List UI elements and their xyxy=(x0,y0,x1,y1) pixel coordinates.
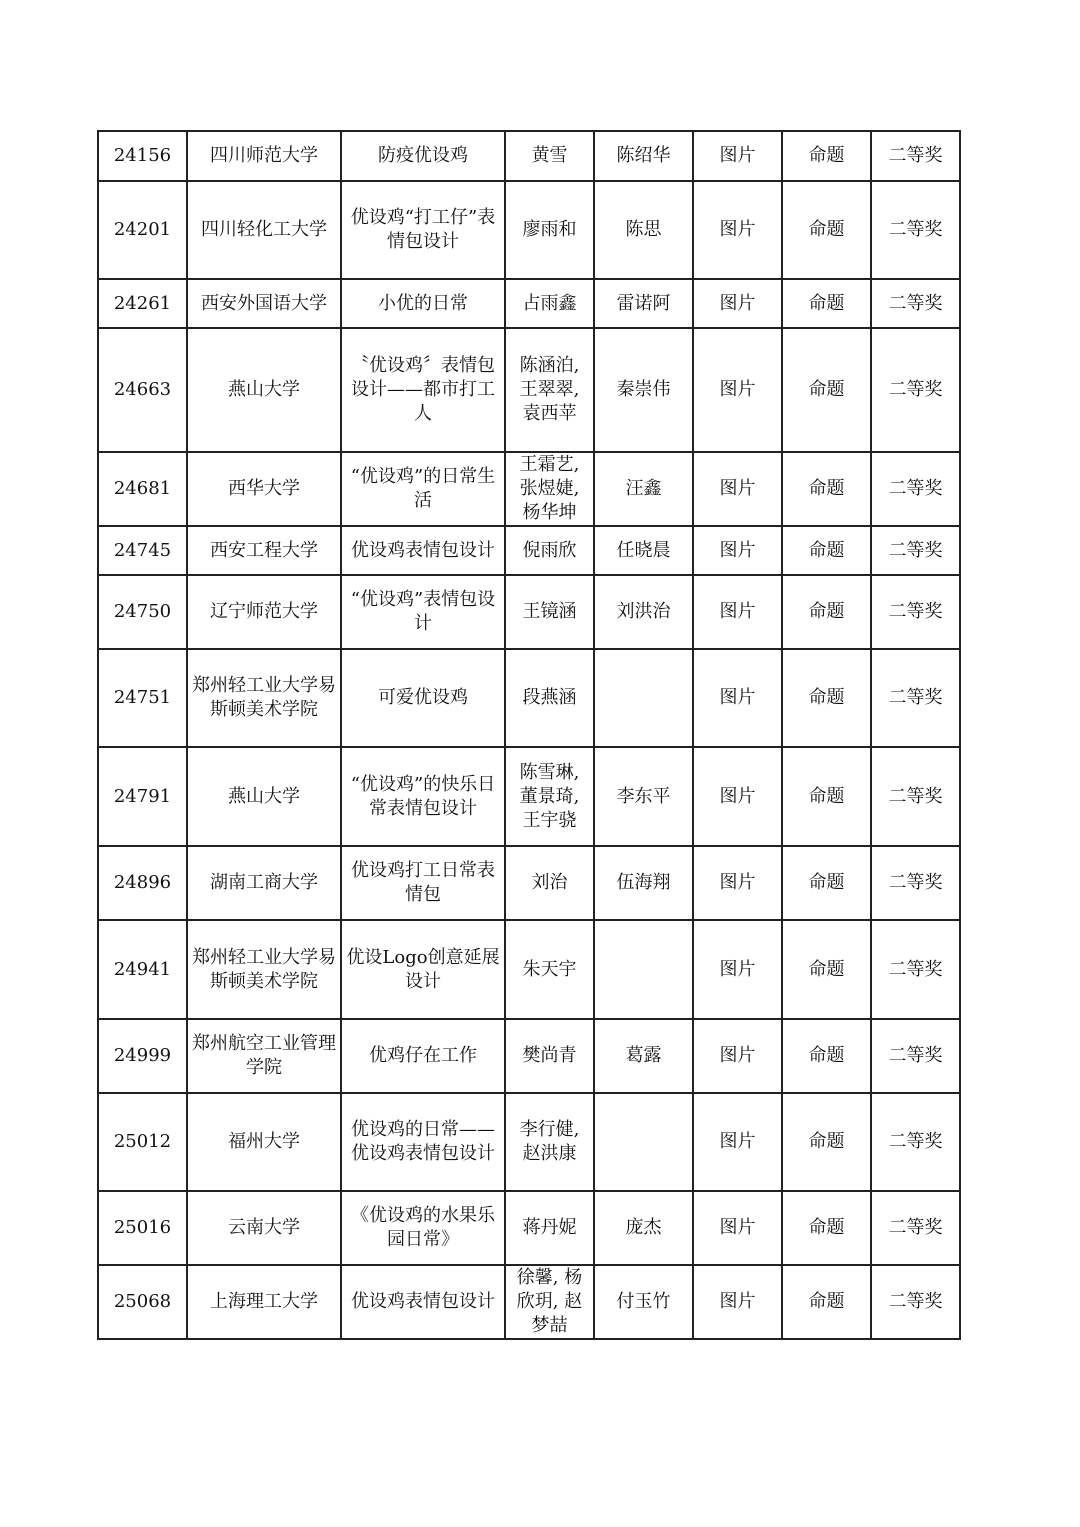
work-title-cell: 防疫优设鸡 xyxy=(341,131,505,181)
award-cell: 二等奖 xyxy=(871,846,960,920)
work-title-cell: “优设鸡”的快乐日常表情包设计 xyxy=(341,747,505,846)
advisor-cell: 伍海翔 xyxy=(594,846,693,920)
authors-cell: 占雨鑫 xyxy=(505,279,594,328)
award-cell: 二等奖 xyxy=(871,452,960,526)
entry-id-cell: 24750 xyxy=(98,575,187,649)
award-cell: 二等奖 xyxy=(871,131,960,181)
category-cell: 命题 xyxy=(782,1019,871,1093)
advisor-cell: 葛露 xyxy=(594,1019,693,1093)
advisor-cell xyxy=(594,1093,693,1191)
advisor-cell: 汪鑫 xyxy=(594,452,693,526)
authors-cell: 蒋丹妮 xyxy=(505,1191,594,1265)
entry-id-cell: 24999 xyxy=(98,1019,187,1093)
awards-table-body xyxy=(98,131,960,1339)
advisor-cell: 秦崇伟 xyxy=(594,328,693,452)
table-row xyxy=(98,747,960,846)
category-cell: 命题 xyxy=(782,131,871,181)
authors-cell: 李行健, 赵洪康 xyxy=(505,1093,594,1191)
entry-id-cell: 24261 xyxy=(98,279,187,328)
category-cell: 命题 xyxy=(782,279,871,328)
entry-id-cell: 24896 xyxy=(98,846,187,920)
school-cell: 湖南工商大学 xyxy=(187,846,341,920)
work-title-cell: 优设鸡表情包设计 xyxy=(341,526,505,575)
work-title-cell: 优设鸡打工日常表情包 xyxy=(341,846,505,920)
advisor-cell: 陈绍华 xyxy=(594,131,693,181)
award-cell: 二等奖 xyxy=(871,1265,960,1339)
work-type-cell: 图片 xyxy=(693,452,782,526)
table-row xyxy=(98,846,960,920)
award-cell: 二等奖 xyxy=(871,181,960,279)
work-title-cell: 可爱优设鸡 xyxy=(341,649,505,747)
award-cell: 二等奖 xyxy=(871,920,960,1019)
work-title-cell: 优设鸡表情包设计 xyxy=(341,1265,505,1339)
work-type-cell: 图片 xyxy=(693,131,782,181)
authors-cell: 王镜涵 xyxy=(505,575,594,649)
advisor-cell: 付玉竹 xyxy=(594,1265,693,1339)
work-type-cell: 图片 xyxy=(693,328,782,452)
category-cell: 命题 xyxy=(782,575,871,649)
work-type-cell: 图片 xyxy=(693,1191,782,1265)
authors-cell: 樊尚青 xyxy=(505,1019,594,1093)
work-title-cell: “优设鸡”表情包设计 xyxy=(341,575,505,649)
table-row xyxy=(98,1019,960,1093)
entry-id-cell: 24791 xyxy=(98,747,187,846)
advisor-cell: 庞杰 xyxy=(594,1191,693,1265)
authors-cell: 王霜艺, 张煜婕, 杨华坤 xyxy=(505,452,594,526)
table-row xyxy=(98,920,960,1019)
entry-id-cell: 25016 xyxy=(98,1191,187,1265)
award-cell: 二等奖 xyxy=(871,1093,960,1191)
entry-id-cell: 24745 xyxy=(98,526,187,575)
entry-id-cell: 24681 xyxy=(98,452,187,526)
table-row xyxy=(98,181,960,279)
work-title-cell: 小优的日常 xyxy=(341,279,505,328)
table-row xyxy=(98,649,960,747)
authors-cell: 陈雪琳, 董景琦, 王宇骁 xyxy=(505,747,594,846)
work-type-cell: 图片 xyxy=(693,1265,782,1339)
award-cell: 二等奖 xyxy=(871,328,960,452)
category-cell: 命题 xyxy=(782,920,871,1019)
advisor-cell: 李东平 xyxy=(594,747,693,846)
award-cell: 二等奖 xyxy=(871,1191,960,1265)
authors-cell: 朱天宇 xyxy=(505,920,594,1019)
work-title-cell: “优设鸡”的日常生活 xyxy=(341,452,505,526)
entry-id-cell: 25012 xyxy=(98,1093,187,1191)
awards-table xyxy=(97,130,961,1340)
work-type-cell: 图片 xyxy=(693,279,782,328)
advisor-cell xyxy=(594,649,693,747)
school-cell: 云南大学 xyxy=(187,1191,341,1265)
work-title-cell: 优设鸡的日常——优设鸡表情包设计 xyxy=(341,1093,505,1191)
category-cell: 命题 xyxy=(782,1093,871,1191)
authors-cell: 黄雪 xyxy=(505,131,594,181)
work-type-cell: 图片 xyxy=(693,575,782,649)
work-type-cell: 图片 xyxy=(693,181,782,279)
advisor-cell xyxy=(594,920,693,1019)
table-row xyxy=(98,131,960,181)
table-row xyxy=(98,328,960,452)
category-cell: 命题 xyxy=(782,846,871,920)
school-cell: 燕山大学 xyxy=(187,747,341,846)
award-cell: 二等奖 xyxy=(871,1019,960,1093)
category-cell: 命题 xyxy=(782,1191,871,1265)
entry-id-cell: 24156 xyxy=(98,131,187,181)
category-cell: 命题 xyxy=(782,1265,871,1339)
school-cell: 燕山大学 xyxy=(187,328,341,452)
award-cell: 二等奖 xyxy=(871,747,960,846)
school-cell: 西安外国语大学 xyxy=(187,279,341,328)
category-cell: 命题 xyxy=(782,452,871,526)
school-cell: 西安工程大学 xyxy=(187,526,341,575)
table-row xyxy=(98,279,960,328)
entry-id-cell: 24751 xyxy=(98,649,187,747)
work-type-cell: 图片 xyxy=(693,1093,782,1191)
entry-id-cell: 24941 xyxy=(98,920,187,1019)
work-type-cell: 图片 xyxy=(693,920,782,1019)
entry-id-cell: 25068 xyxy=(98,1265,187,1339)
entry-id-cell: 24663 xyxy=(98,328,187,452)
school-cell: 福州大学 xyxy=(187,1093,341,1191)
authors-cell: 段燕涵 xyxy=(505,649,594,747)
work-type-cell: 图片 xyxy=(693,526,782,575)
work-type-cell: 图片 xyxy=(693,1019,782,1093)
award-cell: 二等奖 xyxy=(871,526,960,575)
table-row xyxy=(98,575,960,649)
table-row xyxy=(98,1093,960,1191)
advisor-cell: 雷诺阿 xyxy=(594,279,693,328)
category-cell: 命题 xyxy=(782,526,871,575)
work-title-cell: 《优设鸡的水果乐园日常》 xyxy=(341,1191,505,1265)
advisor-cell: 刘洪治 xyxy=(594,575,693,649)
category-cell: 命题 xyxy=(782,181,871,279)
school-cell: 西华大学 xyxy=(187,452,341,526)
school-cell: 辽宁师范大学 xyxy=(187,575,341,649)
category-cell: 命题 xyxy=(782,747,871,846)
table-row xyxy=(98,526,960,575)
authors-cell: 廖雨和 xyxy=(505,181,594,279)
category-cell: 命题 xyxy=(782,649,871,747)
work-type-cell: 图片 xyxy=(693,649,782,747)
school-cell: 上海理工大学 xyxy=(187,1265,341,1339)
school-cell: 郑州航空工业管理学院 xyxy=(187,1019,341,1093)
award-cell: 二等奖 xyxy=(871,649,960,747)
school-cell: 郑州轻工业大学易斯顿美术学院 xyxy=(187,920,341,1019)
table-row xyxy=(98,1265,960,1339)
school-cell: 四川师范大学 xyxy=(187,131,341,181)
authors-cell: 倪雨欣 xyxy=(505,526,594,575)
category-cell: 命题 xyxy=(782,328,871,452)
advisor-cell: 陈思 xyxy=(594,181,693,279)
authors-cell: 刘治 xyxy=(505,846,594,920)
table-row xyxy=(98,452,960,526)
authors-cell: 陈涵泊, 王翠翠, 袁西苹 xyxy=(505,328,594,452)
table-row xyxy=(98,1191,960,1265)
authors-cell: 徐馨, 杨欣玥, 赵梦喆 xyxy=(505,1265,594,1339)
school-cell: 郑州轻工业大学易斯顿美术学院 xyxy=(187,649,341,747)
entry-id-cell: 24201 xyxy=(98,181,187,279)
work-type-cell: 图片 xyxy=(693,846,782,920)
work-title-cell: 优设Logo创意延展设计 xyxy=(341,920,505,1019)
work-title-cell: 优鸡仔在工作 xyxy=(341,1019,505,1093)
advisor-cell: 任晓晨 xyxy=(594,526,693,575)
school-cell: 四川轻化工大学 xyxy=(187,181,341,279)
work-type-cell: 图片 xyxy=(693,747,782,846)
work-title-cell: 〝优设鸡〞表情包设计——都市打工人 xyxy=(341,328,505,452)
work-title-cell: 优设鸡“打工仔”表情包设计 xyxy=(341,181,505,279)
award-cell: 二等奖 xyxy=(871,279,960,328)
award-cell: 二等奖 xyxy=(871,575,960,649)
